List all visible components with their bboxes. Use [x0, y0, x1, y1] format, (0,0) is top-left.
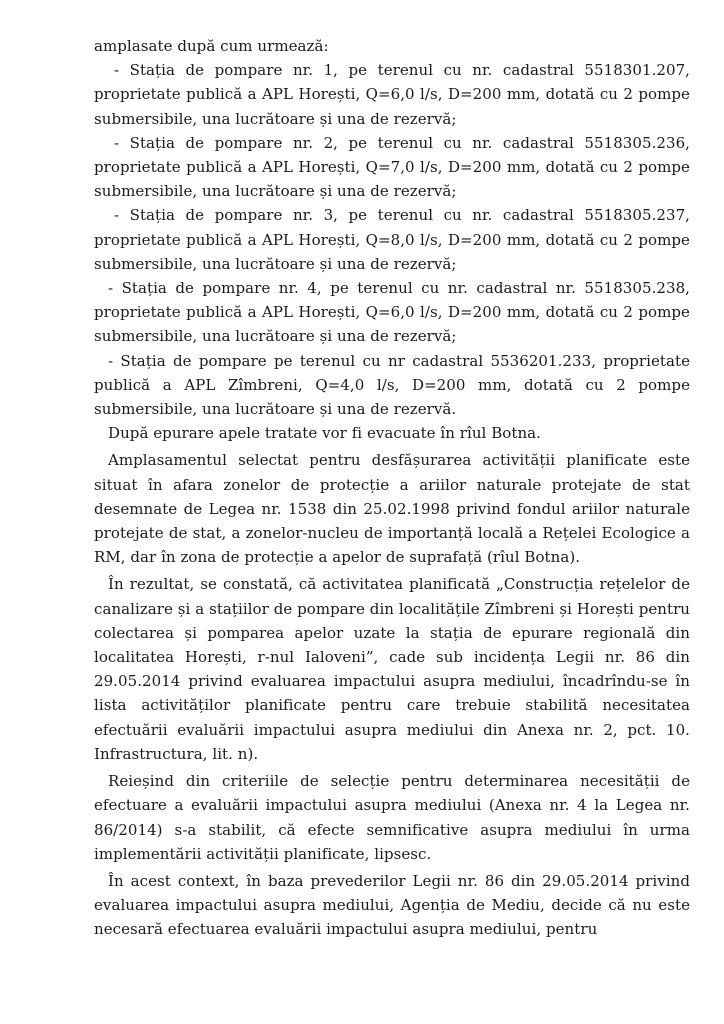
pump-station-1-item: - Stația de pompare nr. 1, pe terenul cu nr. cadastral 5518301.207, proprietate publică a APL Horești, Q=6,0 l/s, D=200 mm, dotată cu 2 pompe submersibile, una lucrătoare și una de rezervă;: [94, 61, 690, 128]
pump-station-4-item: - Stația de pompare nr. 4, pe terenul cu nr. cadastral nr. 5518305.238, proprietate publică a APL Horești, Q=6,0 l/s, D=200 mm, dotată cu 2 pompe submersibile, una lucrătoare și una de rezervă;: [94, 279, 690, 346]
decision-paragraph: În acest context, în baza prevederilor Legii nr. 86 din 29.05.2014 privind evaluarea impactului asupra mediului, Agenția de Mediu, decide că nu este necesară efectuarea evaluării impactului asupra mediului, pentru: [94, 871, 690, 939]
location-paragraph: Amplasamentul selectat pentru desfășurarea activității planificate este situat în afara zonelor de protecție a ariilor naturale protejate de stat desemnate de Legea nr. 1538 din 25.02.1998 privind fondul ariilor naturale protejate de stat, a zonelor-nucleu de importanță locală a Rețelei Ecologice a RM, dar în zona de protecție a apelor de suprafață (rîul Botna).: [94, 451, 690, 567]
criteria-paragraph: Reieșind din criteriile de selecție pentru determinarea necesității de efectuare a evaluării impactului asupra mediului (Anexa nr. 4 la Legea nr. 86/2014) s-a stabilit, că efecte semnificative asupra mediului în urma implementării activității planificate, lipsesc.: [94, 772, 690, 863]
pump-station-2-item: - Stația de pompare nr. 2, pe terenul cu nr. cadastral 5518305.236, proprietate publică a APL Horești, Q=7,0 l/s, D=200 mm, dotată cu 2 pompe submersibile, una lucrătoare și una de rezervă;: [94, 133, 690, 201]
result-paragraph: În rezultat, se constată, că activitatea planificată „Construcția rețelelor de canalizare și a stațiilor de pompare din localitățile Zîmbreni și Horești pentru colectarea și pomparea apelor uzate la stația de epurare regională din localitatea Horești, r-nul Ialoveni”, cade sub incidența Legii nr. 86 din 29.05.2014 privind evaluarea impactului asupra mediului, încadrîndu-se în lista activităților planificate pentru care trebuie stabilită necesitatea efectuării evaluării impactului asupra mediului din Anexa nr. 2, pct. 10. Infrastructura, lit. n).: [94, 575, 690, 763]
intro-line: amplasate după cum urmează:: [94, 37, 329, 55]
pump-station-3-item: - Stația de pompare nr. 3, pe terenul cu nr. cadastral 5518305.237, proprietate publică a APL Horești, Q=8,0 l/s, D=200 mm, dotată cu 2 pompe submersibile, una lucrătoare și una de rezervă;: [94, 206, 690, 273]
pump-station-zimbreni-item: - Stația de pompare pe terenul cu nr cadastral 5536201.233, proprietate publică a APL Zîmbreni, Q=4,0 l/s, D=200 mm, dotată cu 2 pompe submersibile, una lucrătoare și una de rezervă.: [94, 351, 690, 419]
document-page: [94, 34, 690, 942]
discharge-paragraph: După epurare apele tratate vor fi evacuate în rîul Botna.: [108, 424, 541, 443]
